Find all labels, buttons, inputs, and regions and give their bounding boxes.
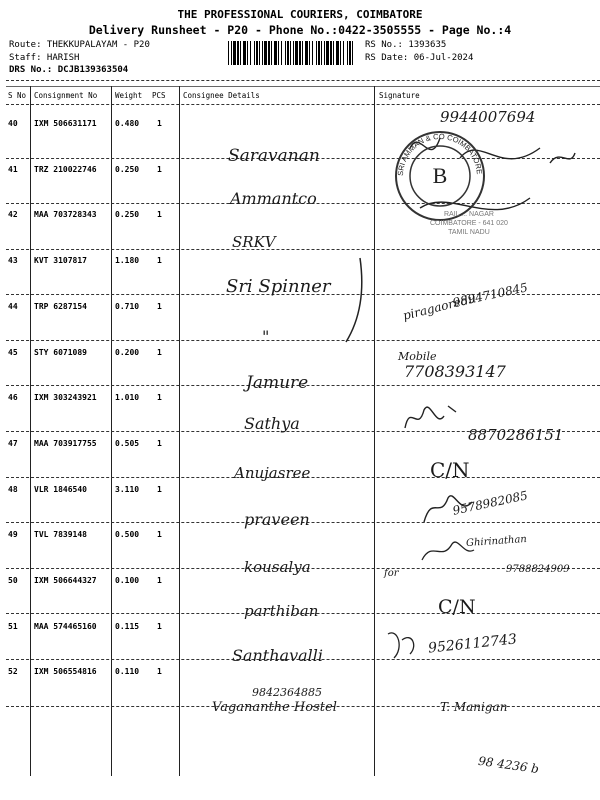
row-pcs: 1 bbox=[157, 119, 162, 128]
row-consignment: IXM 506644327 bbox=[34, 576, 97, 585]
rs-number: RS No.: 1393635 bbox=[365, 40, 447, 50]
barcode-bar bbox=[299, 41, 301, 65]
handwritten-name: Santhavalli bbox=[232, 646, 324, 665]
row-sno: 49 bbox=[8, 530, 18, 539]
handwritten-signature: piragaoredu bbox=[401, 291, 478, 323]
handwritten-phone: 9944007694 bbox=[440, 108, 536, 126]
row-consignment: KVT 3107817 bbox=[34, 256, 87, 265]
row-weight: 0.505 bbox=[115, 439, 140, 448]
barcode-bar bbox=[250, 41, 251, 65]
handwritten-name: Saravanan bbox=[228, 146, 320, 166]
handwritten-name: Jamure bbox=[246, 373, 309, 393]
barcode-bar bbox=[333, 41, 334, 65]
barcode-bar bbox=[281, 41, 282, 65]
row-consignment: IXM 506554816 bbox=[34, 667, 97, 676]
barcode-image bbox=[228, 41, 356, 65]
table-head-bottom-rule bbox=[6, 104, 600, 105]
row-pcs: 1 bbox=[157, 530, 162, 539]
handwritten-phone: 9842364885 bbox=[252, 686, 322, 699]
runsheet-subtitle: Delivery Runsheet - P20 - Phone No.:0422-3505555 - Page No.:4 bbox=[88, 23, 512, 37]
barcode-bar bbox=[330, 41, 332, 65]
barcode-bar bbox=[233, 41, 236, 65]
handwritten-name: parthiban bbox=[244, 602, 319, 620]
handwritten-label: for bbox=[384, 568, 399, 579]
row-pcs: 1 bbox=[157, 393, 162, 402]
row-weight: 3.110 bbox=[115, 485, 140, 494]
row-consignment: TVL 7839148 bbox=[34, 530, 87, 539]
barcode-bar bbox=[340, 41, 341, 65]
row-sno: 43 bbox=[8, 256, 18, 265]
barcode-bar bbox=[312, 41, 313, 65]
row-consignment: MAA 703728343 bbox=[34, 210, 97, 219]
barcode-bar bbox=[287, 41, 289, 65]
pen-stroke bbox=[340, 256, 370, 346]
barcode-bar bbox=[243, 41, 246, 65]
handwritten-phone: 7708393147 bbox=[404, 362, 506, 381]
barcode-bar bbox=[321, 41, 322, 65]
rs-date: RS Date: 06-Jul-2024 bbox=[365, 52, 474, 63]
barcode-bar bbox=[264, 41, 267, 65]
row-divider bbox=[6, 249, 600, 250]
handwritten-name: praveen bbox=[244, 510, 310, 529]
barcode-bar bbox=[343, 41, 344, 65]
barcode-bar bbox=[352, 41, 353, 65]
handwritten-ditto: " bbox=[262, 327, 270, 346]
row-consignment: MAA 574465160 bbox=[34, 622, 97, 631]
row-sno: 41 bbox=[8, 165, 18, 174]
row-sno: 51 bbox=[8, 622, 18, 631]
handwritten-name: Anujasree bbox=[234, 464, 311, 482]
col-header-weight: Weight bbox=[115, 91, 143, 100]
row-sno: 40 bbox=[8, 119, 18, 128]
header-right-block bbox=[365, 39, 473, 64]
stamp-center-text: B bbox=[432, 163, 448, 188]
signature-scribble bbox=[384, 624, 424, 664]
barcode-bar bbox=[228, 41, 229, 65]
row-weight: 0.250 bbox=[115, 210, 140, 219]
handwritten-name: Sri Spinner bbox=[226, 276, 331, 297]
row-divider bbox=[6, 340, 600, 341]
row-weight: 0.710 bbox=[115, 302, 140, 311]
header-left-block bbox=[9, 39, 150, 77]
handwritten-phone: 9578982085 bbox=[451, 488, 529, 518]
barcode-bar bbox=[305, 41, 308, 65]
row-sno: 45 bbox=[8, 348, 18, 357]
signature-scribble bbox=[418, 534, 478, 568]
row-weight: 0.500 bbox=[115, 530, 140, 539]
barcode-bar bbox=[237, 41, 239, 65]
row-sno: 52 bbox=[8, 667, 18, 676]
barcode-bar bbox=[316, 41, 317, 65]
row-sno: 44 bbox=[8, 302, 18, 311]
stamp-address bbox=[430, 210, 508, 237]
barcode-bar bbox=[254, 41, 255, 65]
barcode-bar bbox=[240, 41, 241, 65]
handwritten-name: SRKV bbox=[232, 233, 276, 251]
stamp-line: TAMIL NADU bbox=[448, 229, 490, 236]
row-sno: 50 bbox=[8, 576, 18, 585]
barcode-bar bbox=[271, 41, 272, 65]
row-pcs: 1 bbox=[157, 165, 162, 174]
row-pcs: 1 bbox=[157, 485, 162, 494]
row-consignment: TRZ 210022746 bbox=[34, 165, 97, 174]
row-consignment: IXM 303243921 bbox=[34, 393, 97, 402]
barcode-bar bbox=[290, 41, 291, 65]
barcode-bar bbox=[295, 41, 298, 65]
row-consignment: TRP 6287154 bbox=[34, 302, 87, 311]
row-weight: 0.100 bbox=[115, 576, 140, 585]
barcode-bar bbox=[278, 41, 279, 65]
row-weight: 0.250 bbox=[115, 165, 140, 174]
route-label: Route: THEKKUPALAYAM - P20 bbox=[9, 40, 150, 50]
row-weight: 0.480 bbox=[115, 119, 140, 128]
row-consignment: STY 6071089 bbox=[34, 348, 87, 357]
table-head-rule bbox=[6, 86, 600, 87]
row-consignment: IXM 506631171 bbox=[34, 119, 97, 128]
barcode-bar bbox=[326, 41, 329, 65]
handwritten-phone: 9526112743 bbox=[427, 631, 518, 657]
barcode-bar bbox=[262, 41, 263, 65]
drs-label: DRS No.: DCJB139363504 bbox=[9, 65, 129, 75]
company-title: THE PROFESSIONAL COURIERS, COIMBATORE bbox=[177, 8, 423, 21]
col-header-consignment: Consignment No bbox=[34, 91, 98, 100]
row-weight: 1.180 bbox=[115, 256, 140, 265]
barcode-bar bbox=[336, 41, 339, 65]
stamp-ring-text: SRI AMMAN & CO COIMBATORE bbox=[395, 131, 485, 177]
handwritten-name: kousalya bbox=[244, 558, 311, 576]
barcode-bar bbox=[324, 41, 325, 65]
signature-scribble bbox=[400, 398, 460, 438]
handwritten-phone: 9788824909 bbox=[506, 564, 570, 575]
handwritten-phone: 9894710845 bbox=[451, 280, 529, 310]
stamp-line: COIMBATORE - 641 020 bbox=[430, 220, 508, 227]
barcode-bar bbox=[256, 41, 258, 65]
barcode-bar bbox=[309, 41, 310, 65]
row-weight: 1.010 bbox=[115, 393, 140, 402]
barcode-bar bbox=[259, 41, 260, 65]
staff-label: Staff: HARISH bbox=[9, 52, 80, 63]
barcode-bar bbox=[349, 41, 351, 65]
row-pcs: 1 bbox=[157, 439, 162, 448]
row-sno: 48 bbox=[8, 485, 18, 494]
row-pcs: 1 bbox=[157, 576, 162, 585]
handwritten-signature: Ghirinathan bbox=[465, 533, 528, 550]
handwritten-signature: T. Manigan bbox=[440, 700, 508, 714]
barcode-bar bbox=[318, 41, 320, 65]
barcode-bar bbox=[285, 41, 286, 65]
row-pcs: 1 bbox=[157, 622, 162, 631]
barcode-bar bbox=[274, 41, 277, 65]
row-consignment: VLR 1846540 bbox=[34, 485, 87, 494]
handwritten-phone: 8870286151 bbox=[468, 426, 564, 444]
handwritten-label: Mobile bbox=[398, 350, 437, 363]
row-sno: 46 bbox=[8, 393, 18, 402]
stamp-line: RAIL ... NAGAR bbox=[444, 211, 494, 218]
row-pcs: 1 bbox=[157, 256, 162, 265]
col-header-consignee: Consignee Details bbox=[183, 91, 260, 100]
barcode-bar bbox=[293, 41, 294, 65]
row-pcs: 1 bbox=[157, 348, 162, 357]
barcode-bar bbox=[268, 41, 270, 65]
signature-scribble bbox=[420, 490, 480, 530]
handwritten-note: 98 4236 b bbox=[477, 753, 540, 777]
table-top-rule bbox=[6, 80, 600, 81]
row-weight: 0.110 bbox=[115, 667, 140, 676]
barcode-bar bbox=[347, 41, 348, 65]
col-header-sno: S No bbox=[8, 91, 27, 100]
row-sno: 47 bbox=[8, 439, 18, 448]
col-header-pcs: PCS bbox=[152, 91, 166, 100]
handwritten-address: Vagananthe Hostel bbox=[212, 700, 337, 715]
row-weight: 0.115 bbox=[115, 622, 140, 631]
row-pcs: 1 bbox=[157, 210, 162, 219]
row-weight: 0.200 bbox=[115, 348, 140, 357]
row-pcs: 1 bbox=[157, 302, 162, 311]
handwritten-name: Sathya bbox=[244, 414, 300, 433]
barcode-bar bbox=[231, 41, 232, 65]
handwritten-cn: C/N bbox=[438, 596, 476, 618]
barcode-bar bbox=[247, 41, 248, 65]
row-consignment: MAA 703917755 bbox=[34, 439, 97, 448]
handwritten-name: Ammantco bbox=[230, 189, 317, 208]
row-pcs: 1 bbox=[157, 667, 162, 676]
col-header-signature: Signature bbox=[379, 91, 420, 100]
handwritten-cn: C/N bbox=[430, 458, 470, 482]
row-sno: 42 bbox=[8, 210, 18, 219]
barcode-bar bbox=[302, 41, 303, 65]
